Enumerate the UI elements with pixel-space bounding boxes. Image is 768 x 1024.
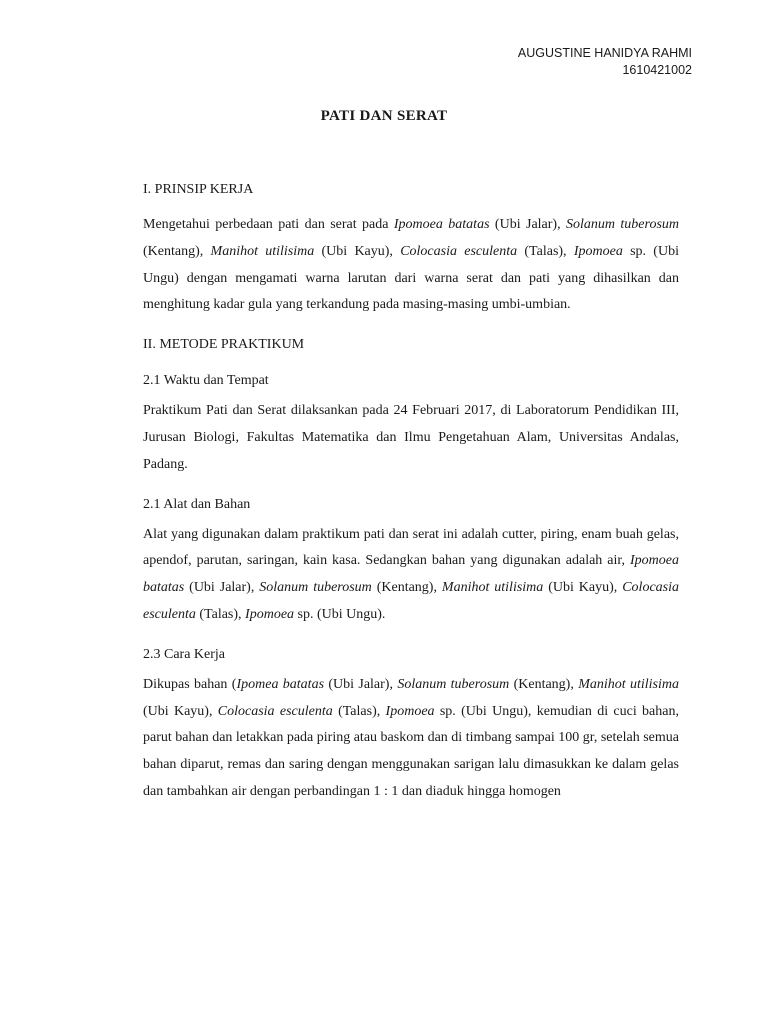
author-id: 1610421002 — [622, 63, 692, 77]
author-name: AUGUSTINE HANIDYA RAHMI — [517, 46, 692, 60]
subsection-heading-cara: 2.3 Cara Kerja — [143, 646, 226, 662]
section-heading-metode: II. METODE PRAKTIKUM — [143, 337, 305, 353]
subsection-heading-waktu: 2.1 Waktu dan Tempat — [143, 373, 269, 389]
paragraph-alat: Alat yang digunakan dalam praktikum pati dan serat ini adalah cutter, piring, enam buah gelas, apendof, parutan, saringan, kain kasa. Sedangkan bahan yang digunakan adalah air, Ipomoea batatas (Ubi Jalar), Solanum tuberosum (Kentang), Manihot utilisima (Ubi Kayu), Colocasia esculenta (Talas), Ipomoea sp. (Ubi Ungu). — [143, 526, 679, 622]
author-block — [518, 45, 692, 79]
subsection-heading-alat: 2.1 Alat dan Bahan — [143, 496, 251, 512]
section-heading-prinsip: I. PRINSIP KERJA — [143, 182, 254, 197]
page-title: PATI DAN SERAT — [320, 108, 448, 124]
paragraph-cara: Dikupas bahan (Ipomea batatas (Ubi Jalar), Solanum tuberosum (Kentang), Manihot utilisima (Ubi Kayu), Colocasia esculenta (Talas), Ipomoea sp. (Ubi Ungu), kemudian di cuci bahan, parut bahan dan letakkan pada piring atau baskom dan di timbang sampai 100 gr, setelah semua bahan diparut, remas dan saring dengan menggunakan sarigan lalu dimasukkan ke dalam gelas dan tambahkan air dengan perbandingan 1 : 1 dan diaduk hingga homogen — [143, 676, 679, 799]
paragraph-prinsip: Mengetahui perbedaan pati dan serat pada Ipomoea batatas (Ubi Jalar), Solanum tuberosum (Kentang), Manihot utilisima (Ubi Kayu), Colocasia esculenta (Talas), Ipomoea sp. (Ubi Ungu) dengan mengamati warna larutan dari warna serat dan pati yang dihasilkan dan menghitung kadar gula yang terkandung pada masing-masing umbi-umbian. — [143, 217, 679, 313]
paragraph-waktu: Praktikum Pati dan Serat dilaksankan pada 24 Februari 2017, di Laboratorum Pendidikan III, Jurusan Biologi, Fakultas Matematika dan Ilmu Pengetahuan Alam, Universitas Andalas, Padang. — [143, 403, 679, 472]
document-body — [143, 176, 679, 818]
